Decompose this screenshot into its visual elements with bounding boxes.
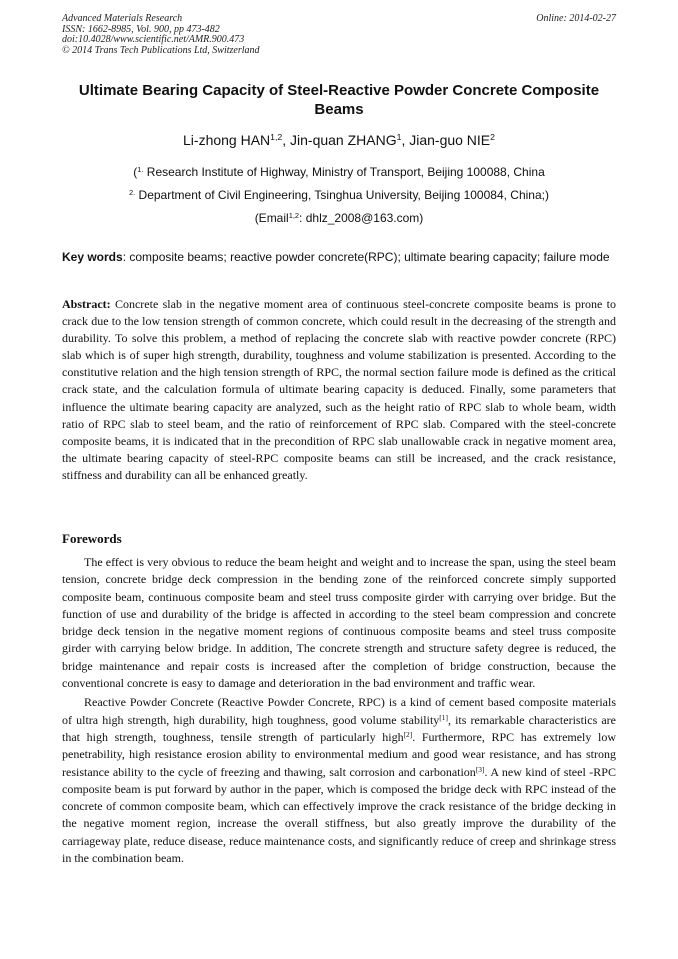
journal-header bbox=[62, 14, 616, 56]
affiliation-2 bbox=[62, 187, 616, 203]
paragraph-text: , its remarkable characteristics are that high strength, toughness, tensile strength of particularly high bbox=[62, 712, 617, 744]
affiliation-text: Research Institute of Highway, Ministry of Transport, Beijing 100088, China bbox=[143, 165, 545, 179]
author-name: Li-zhong HAN bbox=[183, 132, 271, 148]
abstract-text: Concrete slab in the negative moment area of continuous steel-concrete composite beams is prone to crack due to the low tension strength of common concrete, which could result in the decreasing of the strength and durability. To solve this problem, a method of replacing the concrete slab with reactive powder concrete (RPC) slab which is of super high strength, durability, toughness and volume stabilization is presented. According to the constitutive relation and the high tension strength of RPC, the normal section failure mode is defined as the critical crack state, and the calculation formula of ultimate bearing capacity is deduced. Finally, some parameters that influence the ultimate bearing capacity are analyzed, such as the height ratio of RPC slab to whole beam, width ratio of RPC slab to steel beam, and the ratio of reinforcement of RPC slab. Compared with the steel-concrete composite beams, it is indicated that in the precondition of RPC slab unallowable crack in negative moment area, the ultimate bearing capacity of steel-RPC composite beams can still be increased, and the crack resistance, stiffness and durability can all be enhanced greatly. bbox=[62, 297, 616, 482]
affiliation-1 bbox=[62, 164, 616, 180]
author-separator: , bbox=[282, 132, 291, 148]
citation-ref: [2] bbox=[403, 729, 413, 739]
affiliation-text: Department of Civil Engineering, Tsinghua University, Beijing 100084, China;) bbox=[135, 188, 549, 202]
affiliation-open-paren: ( bbox=[133, 165, 138, 179]
author-affiliation-marker: 1 bbox=[396, 132, 402, 143]
affiliation-marker: 1. bbox=[137, 164, 144, 174]
email-label: (Email bbox=[254, 211, 289, 225]
doi-line: doi:10.4028/www.scientific.net/AMR.900.473 bbox=[62, 34, 245, 45]
email-address: : dhlz_2008@163.com) bbox=[299, 211, 424, 225]
issn-line: ISSN: 1662-8985, Vol. 900, pp 473-482 bbox=[62, 23, 220, 35]
abstract-label: Abstract: bbox=[62, 297, 111, 311]
author-name: Jian-guo NIE bbox=[409, 132, 491, 148]
author-affiliation-marker: 1,2 bbox=[270, 132, 283, 143]
paper-title: Ultimate Bearing Capacity of Steel-Reactive Powder Concrete Composite Beams bbox=[78, 82, 600, 118]
citation-ref: [3] bbox=[475, 764, 485, 774]
keywords-text: : composite beams; reactive powder concrete(RPC); ultimate bearing capacity; failure mode bbox=[122, 250, 610, 264]
section-heading-forewords: Forewords bbox=[62, 531, 122, 546]
forewords-body bbox=[62, 554, 616, 867]
journal-name: Advanced Materials Research bbox=[62, 13, 183, 24]
contact-email bbox=[62, 210, 616, 226]
email-marker: 1,2 bbox=[288, 210, 300, 220]
author-separator: , bbox=[401, 132, 410, 148]
copyright-line: © 2014 Trans Tech Publications Ltd, Switzerland bbox=[62, 44, 260, 56]
affiliation-marker: 2. bbox=[129, 187, 136, 197]
paragraph-text: . A new kind of steel -RPC composite beam is put forward by author in the paper, which is composed the bridge deck with RPC instead of the concrete of common composite beam, which can effectively improve the crack resistance of the bridge decking in the negative moment region, increase the overall stiffness, but also greatly improve the durability of the carriageway plate, reduce disease, reduce maintenance costs, and significantly reduce of creep and shrinkage stress in the combination beam. bbox=[62, 764, 616, 866]
author-name: Jin-quan ZHANG bbox=[290, 132, 397, 148]
keywords-section bbox=[62, 249, 616, 266]
keywords-label: Key words bbox=[62, 250, 123, 264]
author-list bbox=[62, 131, 616, 149]
citation-ref: [1] bbox=[439, 712, 448, 722]
body-paragraph: The effect is very obvious to reduce the beam height and weight and to increase the span, using the steel beam tension, concrete bridge deck compression in the bending zone of the reinforced concrete simply supported composite beam, continuous composite beam and steel truss composite girder with carrying over bridge. But the function of use and durability of the bridge is affected in according to the steel beam compression and concrete bridge deck tension in the negative moment regions of continuous composite beams and steel truss composite girder with carrying below bridge. In addition, The concrete strength and structure safety degree is reduced, the bridge maintenance and repair costs is increased after the completion of bridge construction, because the conventional concrete is easy to damage and deterioration in the bad environment and traffic wear. bbox=[62, 555, 616, 691]
body-paragraph bbox=[62, 694, 616, 867]
paragraph-text: . Furthermore, RPC has extremely low penetrability, high resistance erosion ability to environmental medium and good wear resistance, and has strong resistance ability to the cycle of freezing and thawing, salt corrosion and carbonation bbox=[62, 729, 617, 779]
online-date: Online: 2014-02-27 bbox=[536, 13, 616, 24]
abstract-section bbox=[62, 296, 616, 484]
paragraph-text: Reactive Powder Concrete (Reactive Powder Concrete, RPC) is a kind of cement based composite materials of ultra high strength, high durability, high toughness, good volume stability bbox=[62, 695, 616, 727]
author-affiliation-marker: 2 bbox=[490, 132, 495, 143]
